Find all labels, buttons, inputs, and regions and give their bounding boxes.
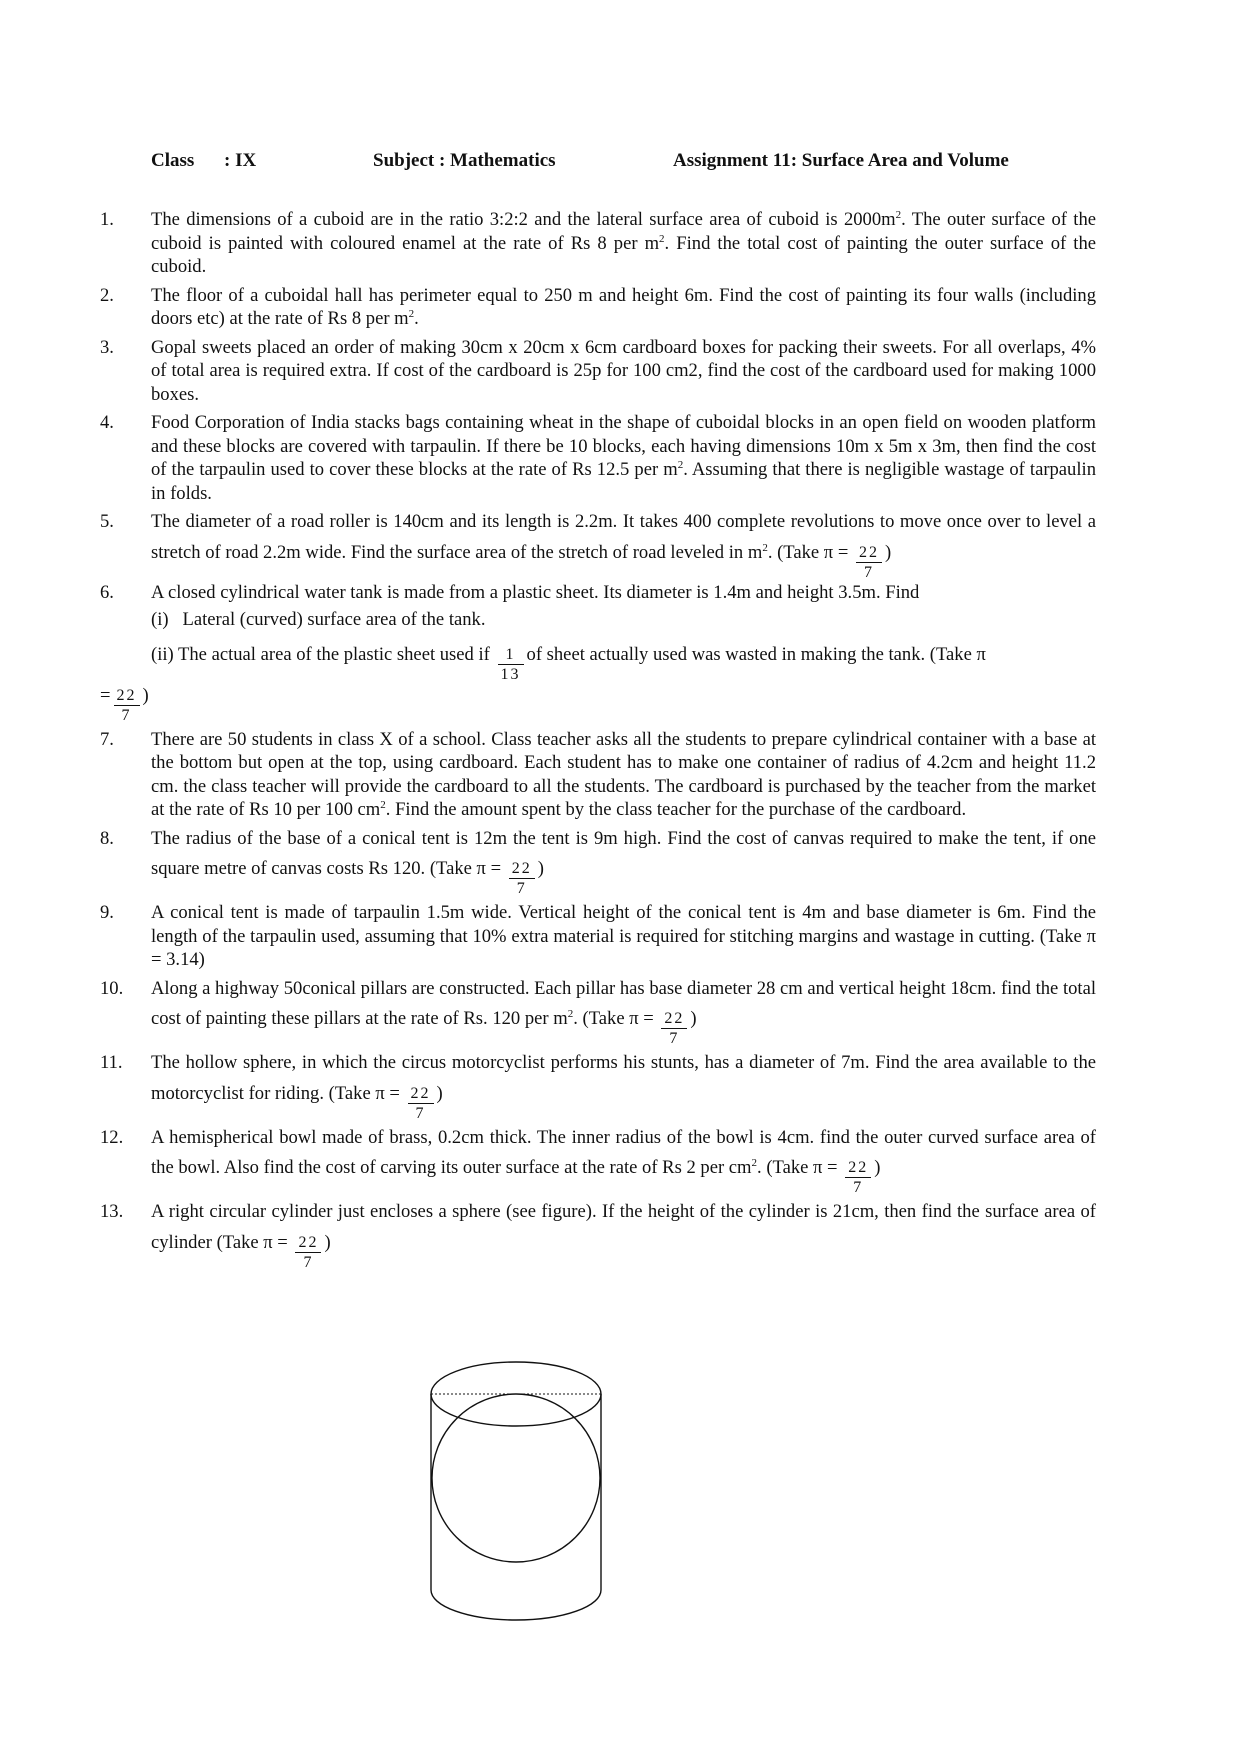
- question-number: 9.: [100, 902, 114, 923]
- pi-fraction: [856, 543, 882, 582]
- question-text: . Find the amount spent by the class teacher for the purchase of the cardboard.: [385, 799, 967, 820]
- question-text: . (Take π =: [757, 1156, 838, 1178]
- superscript: 2: [659, 232, 665, 245]
- question-text: Gopal sweets placed an order of making 30cm x 20cm x 6cm cardboard boxes for packing their sweets. For all overlaps, 4% of total area is required extra. If cost of the cardboard is 25p for 100 cm2, find the cost of the cardboard used for making 1000 boxes.: [151, 336, 1096, 405]
- question-number: 5.: [100, 511, 114, 532]
- question-text: .: [414, 308, 419, 329]
- question-12: [100, 1126, 1096, 1196]
- sub-part-ii-pi: [100, 677, 1096, 724]
- question-number: 8.: [100, 827, 114, 849]
- question-3: [100, 336, 1096, 407]
- question-text: ): [142, 684, 149, 706]
- question-9: [100, 901, 1096, 972]
- superscript: 2: [408, 308, 415, 320]
- question-text: Food Corporation of India stacks bags containing wheat in the shape of cuboidal blocks in an open field on wooden platform and these blocks are covered with tarpaulin. If there be 10 blocks, each having dimensions 10m x 5m x 3m, then find the cost of the tarpaulin used to cover these blocks at the rate of Rs 12.5 per m: [151, 412, 1096, 480]
- question-1: [100, 208, 1096, 279]
- question-text: . (Take π =: [573, 1007, 654, 1029]
- question-text: . Find the total cost of painting the outer surface of the cuboid.: [151, 232, 1096, 277]
- denominator: 7: [669, 1030, 680, 1047]
- denominator: 7: [121, 706, 132, 724]
- cylinder-bottom-arc: [431, 1590, 601, 1620]
- question-text: ): [436, 1082, 443, 1104]
- question-text: ): [690, 1007, 697, 1029]
- numerator: 22: [114, 686, 140, 706]
- question-number: 6.: [100, 581, 114, 603]
- numerator: 22: [845, 1158, 871, 1178]
- numerator: 22: [661, 1009, 687, 1029]
- pi-fraction: [295, 1233, 321, 1272]
- question-number: 2.: [100, 284, 114, 306]
- question-text: . The outer surface of the cuboid is painted with coloured enamel at the rate of Rs 8 per m: [151, 209, 1096, 254]
- sub-part-ii: [151, 636, 1096, 683]
- sub-part-i: (i) Lateral (curved) surface area of the tank.: [151, 609, 486, 630]
- question-text: =: [100, 684, 111, 706]
- denominator: 13: [500, 665, 521, 683]
- question-text: A hemispherical bowl made of brass, 0.2cm thick. The inner radius of the bowl is 4cm. find the outer curved surface area of the bowl. Also find the cost of carving its outer surface at the rate of Rs 2 per cm: [151, 1126, 1096, 1178]
- subject-label: Subject : Mathematics: [373, 150, 556, 171]
- numerator: 22: [408, 1084, 434, 1104]
- question-number: 12.: [100, 1126, 124, 1148]
- question-text: There are 50 students in class X of a school. Class teacher asks all the students to prepare cylindrical container with a base at the bottom but open at the top, using cardboard. Each student has to make one container of radius of 4.2cm and height 11.2 cm. the class teacher will provide the cardboard to all the students. The cardboard is purchased by the teacher from the market at the rate of Rs 10 per 100 cm: [151, 728, 1096, 820]
- class-label: Class: [151, 150, 195, 171]
- question-number: 1.: [100, 209, 114, 230]
- question-text: (ii) The actual area of the plastic sheet used if: [151, 643, 490, 665]
- question-4: [100, 411, 1096, 505]
- pi-fraction: [509, 859, 535, 898]
- question-text: The radius of the base of a conical tent is 12m the tent is 9m high. Find the cost of canvas required to make the tent, if one square metre of canvas costs Rs 120. (Take π =: [151, 827, 1096, 879]
- question-number: 10.: [100, 977, 124, 999]
- denominator: 7: [516, 880, 527, 897]
- numerator: 22: [509, 859, 535, 879]
- question-list: [100, 208, 1096, 1271]
- question-2: [100, 284, 1096, 331]
- question-text: A closed cylindrical water tank is made from a plastic sheet. Its diameter is 1.4m and height 3.5m. Find: [151, 581, 920, 603]
- question-text: ): [324, 1231, 331, 1253]
- question-number: 4.: [100, 412, 114, 433]
- inscribed-sphere: [432, 1394, 600, 1562]
- class-value: : IX: [224, 150, 257, 171]
- question-text: of sheet actually used was wasted in making the tank. (Take π: [526, 643, 986, 665]
- denominator: 7: [303, 1253, 314, 1271]
- denominator: 7: [415, 1104, 426, 1122]
- question-text: The diameter of a road roller is 140cm and its length is 2.2m. It takes 400 complete revolutions to move once over to level a stretch of road 2.2m wide. Find the surface area of the stretch of road leveled in m: [151, 511, 1096, 563]
- question-number: 13.: [100, 1201, 124, 1222]
- question-10: [100, 977, 1096, 1047]
- pi-fraction: [114, 686, 140, 725]
- question-6: [100, 581, 1096, 724]
- superscript: 2: [677, 459, 684, 471]
- question-8: [100, 827, 1096, 897]
- denominator: 7: [853, 1179, 864, 1196]
- question-text: A right circular cylinder just encloses a sphere (see figure). If the height of the cylinder is 21cm, then find the surface area of cylinder (Take π =: [151, 1201, 1096, 1253]
- pi-fraction: [661, 1009, 687, 1048]
- cylinder-sphere-figure: [430, 1352, 610, 1622]
- question-text: . Assuming that there is negligible wastage of tarpaulin in folds.: [151, 459, 1096, 504]
- pi-fraction: [408, 1084, 434, 1123]
- question-7: [100, 728, 1096, 822]
- denominator: 7: [864, 563, 874, 581]
- question-number: 11.: [100, 1052, 123, 1073]
- pi-fraction: [845, 1158, 871, 1197]
- superscript: 2: [567, 1007, 574, 1020]
- superscript: 2: [751, 1156, 758, 1169]
- question-text: A conical tent is made of tarpaulin 1.5m wide. Vertical height of the conical tent is 4m and base diameter is 6m. Find the length of the tarpaulin used, assuming that 10% extra material is required for stitching margins and wastage in cutting. (Take π = 3.14): [151, 902, 1096, 970]
- numerator: 1: [498, 645, 524, 665]
- question-11: [100, 1051, 1096, 1122]
- question-number: 3.: [100, 336, 114, 358]
- question-text: The floor of a cuboidal hall has perimeter equal to 250 m and height 6m. Find the cost of painting its four walls (including doors etc) at the rate of Rs 8 per m: [151, 284, 1096, 329]
- question-text: The dimensions of a cuboid are in the ratio 3:2:2 and the lateral surface area of cuboid is 2000m: [151, 209, 896, 230]
- question-13: [100, 1200, 1096, 1271]
- question-text: ): [537, 857, 544, 879]
- question-5: [100, 510, 1096, 581]
- assignment-title: Assignment 11: Surface Area and Volume: [673, 150, 1009, 171]
- question-text: . (Take π =: [767, 541, 849, 563]
- numerator: 22: [295, 1233, 321, 1253]
- question-text: Along a highway 50conical pillars are constructed. Each pillar has base diameter 28 cm and vertical height 18cm. find the total cost of painting these pillars at the rate of Rs. 120 per m: [151, 977, 1096, 1029]
- wastage-fraction: [498, 645, 524, 684]
- question-text: The hollow sphere, in which the circus motorcyclist performs his stunts, has a diameter of 7m. Find the area available to the motorcyclist for riding. (Take π =: [151, 1052, 1096, 1104]
- numerator: 22: [856, 543, 882, 563]
- question-number: 7.: [100, 728, 114, 750]
- question-text: ): [874, 1156, 881, 1178]
- question-text: ): [885, 541, 892, 563]
- superscript: 2: [762, 541, 768, 554]
- superscript: 2: [895, 209, 902, 221]
- superscript: 2: [380, 799, 386, 811]
